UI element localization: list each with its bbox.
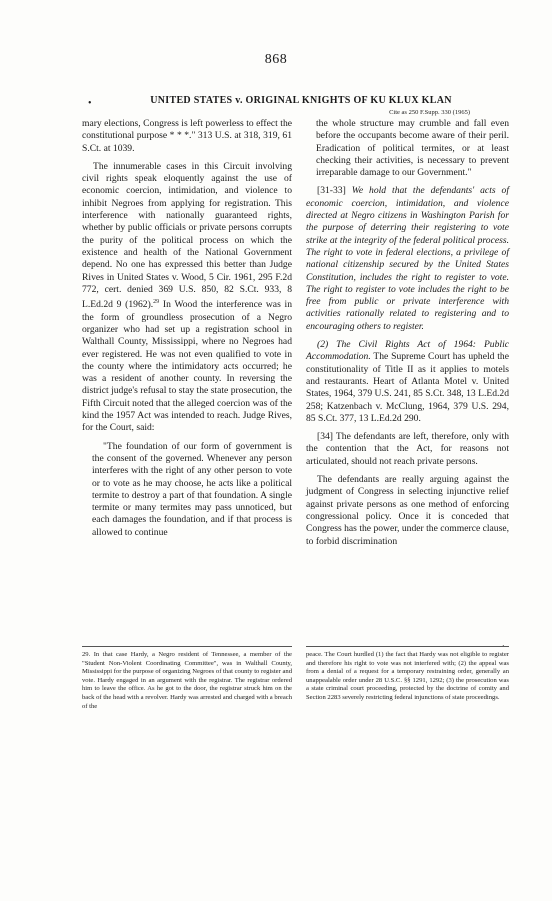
footnote-right [306, 651, 509, 703]
holding-paragraph [306, 185, 509, 333]
headnote-marker: [34] [317, 431, 333, 443]
section-heading: (2) The Civil Rights Act of 1964: Public Accommodation. [306, 339, 509, 363]
paragraph-text: The defendants are left, therefore, only with the contention that the Act, for reasons not articulated, should not reach private persons. [306, 431, 509, 467]
block-quote-continued: the whole structure may crumble and fall even before the occupants become aware of their peril. Eradication of political termites, or at least checking their activities, is necessary to prevent irreparable damage to our Government." [316, 118, 509, 179]
citation-line: Cite as 250 F.Supp. 330 (1965) [389, 109, 470, 116]
paragraph-34 [306, 431, 509, 468]
footnote-divider-right [306, 646, 509, 647]
holding-text: We hold that the defendants' acts of economic coercion, intimidation, and violence directed at Negro citizens in Washington Parish for the purpose of deterring their registering to vote strike at the integrity of the federal political process. The right to vote in federal elections, a privilege of national citizenship secured by the United States Constitution, includes the right to register to vote. The right to register to vote includes the right to be free from public or private interference with activities rationally related to registering and to encouraging others to register. [306, 185, 509, 332]
footnote-text-continued: peace. The Court hurdled (1) the fact that Hardy was not eligible to register and therefore his right to vote was not interfered with; (2) the appeal was from a denial of a request for a temporary restraining order, generally an unappealable order under 28 U.S.C. §§ 1291, 1292; (3) the prosecution was a state criminal court proceeding, protected by the doctrine of comity and Section 2283 severely restricting federal injunctions of state proceedings. [306, 651, 509, 701]
paragraph-text-cont: In Wood the interference was in the form of groundless prosecution of a Negro organizer who had set up a registration school in Walthall County, Mississippi, where no Negroes had ever registered. He was not even qualified to vote in the county where the intimidatory acts occurred; he was a resident of another county. In reversing the district judge's refusal to stay the state prosecution, the Fifth Circuit noted that the alleged coercion was of the kind the 1957 Act was intended to reach. Judge Rives, for the Court, said: [82, 299, 292, 434]
footnote-ref: 29 [153, 299, 160, 306]
footnote-divider-left [82, 646, 292, 647]
headnote-marker: [31-33] [317, 185, 346, 197]
footnote-text: 29. In that case Hardy, a Negro resident of Tennessee, a member of the "Student Non-Violent Coordinating Committee", was in Walthall County, Mississippi for the purpose of organizing Negroes of that county to register and vote. Hardy engaged in an argument with the registrar. The registrar ordered him to leave the office. As he got to the door, the registrar struck him on the back of the head with a revolver. Hardy was arrested and charged with a breach of the [82, 651, 292, 710]
paragraph-final: The defendants are really arguing against the judgment of Congress in selecting injunctive relief against private persons as one method of enforcing congressional policy. Once it is conceded that Congress has the power, under the commerce clause, to forbid discrimination [306, 474, 509, 547]
margin-bullet: • [88, 98, 92, 109]
section-2-paragraph [306, 339, 509, 425]
right-column [306, 118, 509, 554]
paragraph-civil-rights-cases [82, 161, 292, 435]
margin-mark: ‚ [502, 640, 505, 648]
paragraph-text: The innumerable cases in this Circuit involving civil rights speak eloquently against the use of economic coercion, intimidation, and violence to inhibit Negroes from applying for registration. This interference with nationally guaranteed rights, whether by public officials or private persons corrupts the purity of the political process on which the existence and health of the National Government depend. No one has expressed this better than Judge Rives in United States v. Wood, 5 Cir. 1961, 295 F.2d 772, cert. denied 369 U.S. 850, 82 S.Ct. 933, 8 L.Ed.2d 9 (1962). [82, 160, 292, 311]
section-text: The Supreme Court has upheld the constitutionality of Title II as it applies to motels and restaurants. Heart of Atlanta Motel v. United States, 1964, 379 U.S. 241, 85 S.Ct. 348, 13 L.Ed.2d 258; Katzenbach v. McClung, 1964, 379 U.S. 294, 85 S.Ct. 377, 13 L.Ed.2d 290. [306, 351, 509, 424]
left-column [82, 118, 292, 545]
paragraph-continued: mary elections, Congress is left powerless to effect the constitutional purpose * * *." 313 U.S. at 318, 319, 61 S.Ct. at 1039. [82, 118, 292, 154]
footnote-left [82, 651, 292, 711]
block-quote: "The foundation of our form of government is the consent of the governed. Whenever any person interferes with the right of any other person to vote or to vote as he may choose, he acts like a political termite to destroy a part of that foundation. A single termite or many termites may pass unnoticed, but each damages the foundation, and if that process is allowed to continue [92, 440, 292, 538]
running-head: UNITED STATES v. ORIGINAL KNIGHTS OF KU KLUX KLAN [150, 95, 452, 106]
page-number: 868 [264, 52, 288, 67]
